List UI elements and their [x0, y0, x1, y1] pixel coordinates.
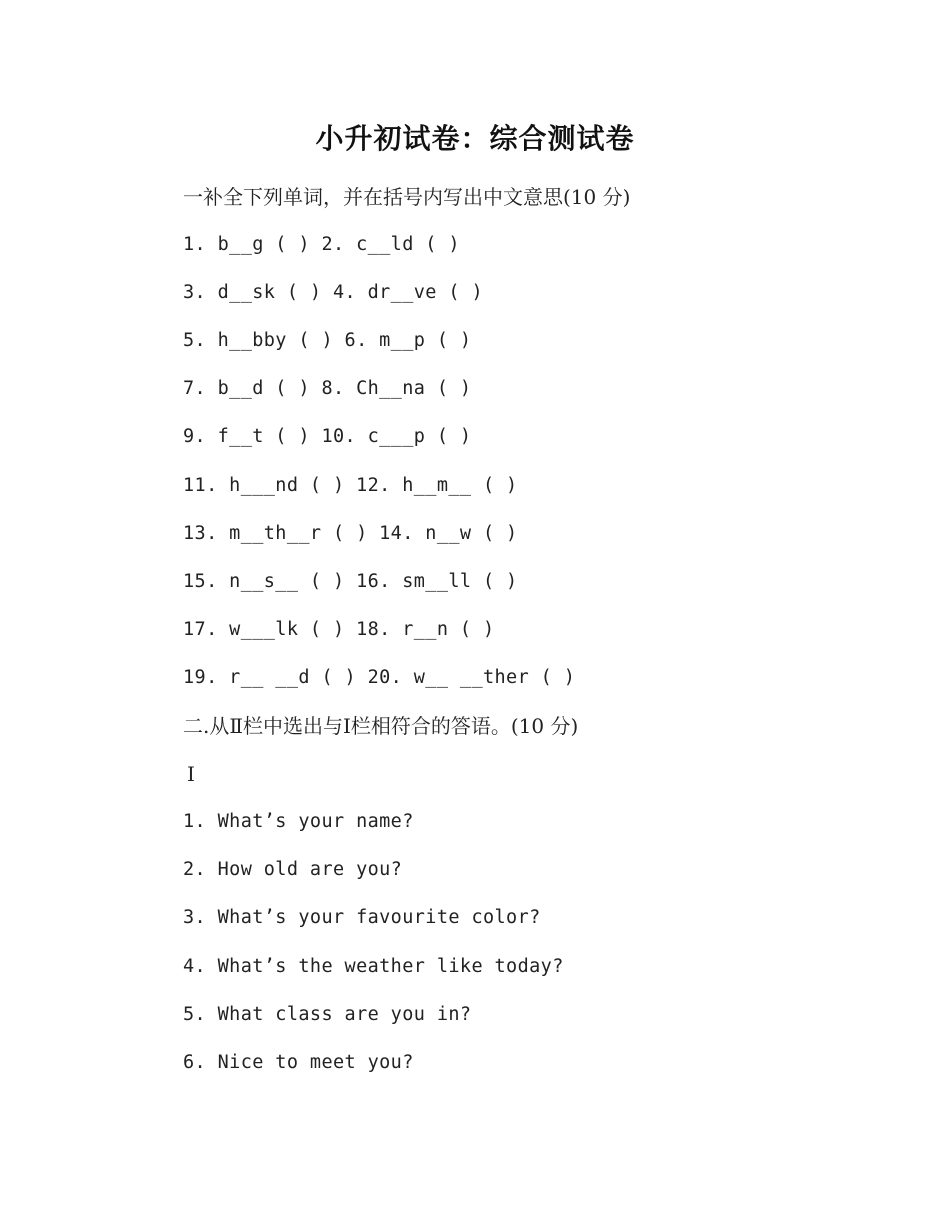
word-completion-row: 15. n__s__ ( ) 16. sm__ll ( ) [183, 570, 518, 592]
question-item: 2. How old are you? [183, 859, 403, 881]
question-item: 3. What’s your favourite color? [183, 907, 541, 929]
exam-content [183, 180, 883, 1094]
question-item: 1. What’s your name? [183, 811, 414, 833]
question-item: 6. Nice to meet you? [183, 1051, 414, 1073]
section-2-heading: 二.从Ⅱ栏中选出与Ⅰ栏相符合的答语。(10 分) [183, 714, 579, 739]
page-title: 小升初试卷：综合测试卷 [315, 122, 635, 155]
question-item: 5. What class are you in? [183, 1003, 472, 1025]
word-completion-row: 19. r__ __d ( ) 20. w__ __ther ( ) [183, 666, 576, 688]
word-completion-row: 13. m__th__r ( ) 14. n__w ( ) [183, 522, 518, 544]
word-completion-row: 1. b__g ( ) 2. c__ld ( ) [183, 234, 460, 256]
section-1-heading: 一补全下列单词，并在括号内写出中文意思(10 分) [183, 185, 631, 209]
word-completion-row: 9. f__t ( ) 10. c___p ( ) [183, 426, 472, 448]
word-completion-row: 5. h__bby ( ) 6. m__p ( ) [183, 330, 472, 352]
word-completion-row: 7. b__d ( ) 8. Ch__na ( ) [183, 378, 472, 400]
column-label: Ⅰ [187, 762, 195, 787]
question-item: 4. What’s the weather like today? [183, 955, 564, 977]
word-completion-row: 3. d__sk ( ) 4. dr__ve ( ) [183, 282, 483, 304]
word-completion-row: 17. w___lk ( ) 18. r__n ( ) [183, 618, 495, 640]
word-completion-row: 11. h___nd ( ) 12. h__m__ ( ) [183, 474, 518, 496]
